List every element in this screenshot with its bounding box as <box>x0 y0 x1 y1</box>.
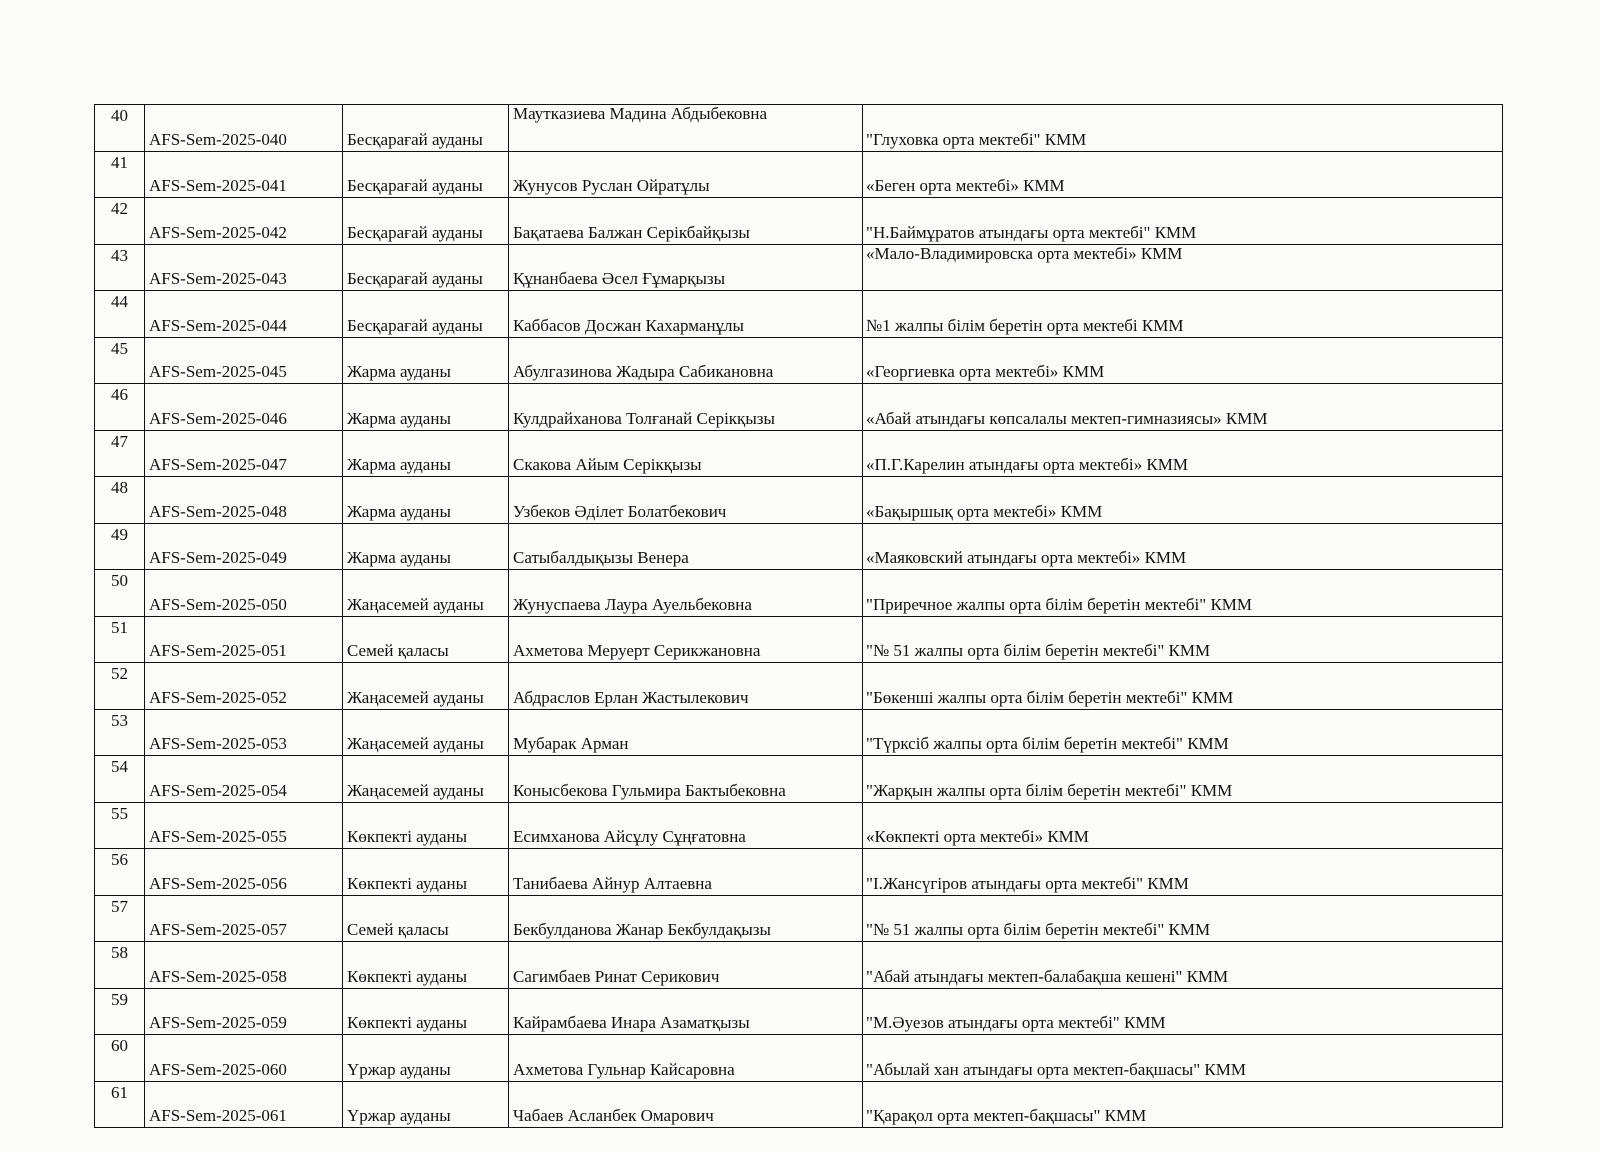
table-row <box>95 802 1503 849</box>
row-district: Семей қаласы <box>343 616 509 663</box>
row-name: Есимханова Айсұлу Сұңғатовна <box>509 802 863 849</box>
participants-table-body <box>95 105 1503 1128</box>
row-name: Ахметова Гульнар Кайсаровна <box>509 1035 863 1082</box>
row-name: Сатыбалдықызы Венера <box>509 523 863 570</box>
table-row <box>95 988 1503 1035</box>
table-row <box>95 709 1503 756</box>
row-name: Жунуспаева Лаура Ауельбековна <box>509 570 863 617</box>
row-code: AFS-Sem-2025-061 <box>145 1081 343 1128</box>
row-number: 53 <box>95 709 145 756</box>
row-code: AFS-Sem-2025-044 <box>145 291 343 338</box>
row-name: Абдраслов Ерлан Жастылекович <box>509 663 863 710</box>
row-organization: "Қарақол орта мектеп-бақшасы" КММ <box>863 1081 1503 1128</box>
row-number: 46 <box>95 384 145 431</box>
table-row <box>95 384 1503 431</box>
row-district: Үржар ауданы <box>343 1035 509 1082</box>
row-district: Көкпекті ауданы <box>343 849 509 896</box>
row-name: Жунусов Руслан Ойратұлы <box>509 151 863 198</box>
row-name: Мауткaзиева Мадина Абдыбековна <box>509 105 863 152</box>
row-organization: «Маяковский атындағы орта мектебі» КММ <box>863 523 1503 570</box>
table-row <box>95 1081 1503 1128</box>
row-district: Үржар ауданы <box>343 1081 509 1128</box>
table-row <box>95 570 1503 617</box>
row-organization: "Н.Баймұратов атындағы орта мектебі" КММ <box>863 198 1503 245</box>
row-district: Жарма ауданы <box>343 477 509 524</box>
row-district: Бесқарағай ауданы <box>343 198 509 245</box>
row-code: AFS-Sem-2025-059 <box>145 988 343 1035</box>
table-row <box>95 198 1503 245</box>
row-name: Конысбекова Гульмира Бактыбековна <box>509 756 863 803</box>
table-row <box>95 663 1503 710</box>
row-district: Жаңасемей ауданы <box>343 709 509 756</box>
row-district: Жарма ауданы <box>343 384 509 431</box>
row-organization: «Көкпекті орта мектебі» КММ <box>863 802 1503 849</box>
row-organization: "№ 51 жалпы орта білім беретін мектебі" КММ <box>863 616 1503 663</box>
table-row <box>95 337 1503 384</box>
row-organization: «П.Г.Карелин атындағы орта мектебі» КММ <box>863 430 1503 477</box>
row-name: Танибаева Айнур Алтаевна <box>509 849 863 896</box>
row-district: Жарма ауданы <box>343 523 509 570</box>
row-number: 40 <box>95 105 145 152</box>
row-code: AFS-Sem-2025-052 <box>145 663 343 710</box>
table-row <box>95 430 1503 477</box>
row-district: Көкпекті ауданы <box>343 802 509 849</box>
row-code: AFS-Sem-2025-049 <box>145 523 343 570</box>
row-name: Каббасов Досжан Кахарманұлы <box>509 291 863 338</box>
row-name: Чабаев Асланбек Омарович <box>509 1081 863 1128</box>
row-district: Семей қаласы <box>343 895 509 942</box>
row-number: 41 <box>95 151 145 198</box>
row-code: AFS-Sem-2025-058 <box>145 942 343 989</box>
row-code: AFS-Sem-2025-046 <box>145 384 343 431</box>
row-district: Көкпекті ауданы <box>343 942 509 989</box>
row-number: 58 <box>95 942 145 989</box>
row-number: 54 <box>95 756 145 803</box>
row-name: Бақатаева Балжан Серікбайқызы <box>509 198 863 245</box>
row-name: Кайрамбаева Инара Азаматқызы <box>509 988 863 1035</box>
row-district: Жаңасемей ауданы <box>343 570 509 617</box>
row-organization: "М.Әуезов атындағы орта мектебі" КММ <box>863 988 1503 1035</box>
row-name: Ахметова Меруерт Серикжановна <box>509 616 863 663</box>
row-number: 50 <box>95 570 145 617</box>
row-organization: "Глуховка орта мектебі" КММ <box>863 105 1503 152</box>
row-district: Көкпекті ауданы <box>343 988 509 1035</box>
table-row <box>95 477 1503 524</box>
row-name: Скакова Айым Серікқызы <box>509 430 863 477</box>
row-district: Жарма ауданы <box>343 430 509 477</box>
row-code: AFS-Sem-2025-043 <box>145 244 343 291</box>
table-row <box>95 616 1503 663</box>
row-organization: «Беген орта мектебі» КММ <box>863 151 1503 198</box>
row-code: AFS-Sem-2025-054 <box>145 756 343 803</box>
row-organization: "Түрксіб жалпы орта білім беретін мектебі" КММ <box>863 709 1503 756</box>
row-number: 61 <box>95 1081 145 1128</box>
row-code: AFS-Sem-2025-047 <box>145 430 343 477</box>
row-number: 57 <box>95 895 145 942</box>
row-code: AFS-Sem-2025-045 <box>145 337 343 384</box>
row-organization: "№ 51 жалпы орта білім беретін мектебі" КММ <box>863 895 1503 942</box>
row-district: Жаңасемей ауданы <box>343 663 509 710</box>
row-code: AFS-Sem-2025-051 <box>145 616 343 663</box>
row-number: 60 <box>95 1035 145 1082</box>
table-row <box>95 1035 1503 1082</box>
row-code: AFS-Sem-2025-053 <box>145 709 343 756</box>
table-row <box>95 244 1503 291</box>
row-name: Бекбулданова Жанар Бекбулдақызы <box>509 895 863 942</box>
row-organization: «Георгиевка орта мектебі» КММ <box>863 337 1503 384</box>
row-number: 48 <box>95 477 145 524</box>
row-organization: «Бақыршық орта мектебі» КММ <box>863 477 1503 524</box>
row-code: AFS-Sem-2025-060 <box>145 1035 343 1082</box>
table-row <box>95 895 1503 942</box>
row-organization: №1 жалпы білім беретін орта мектебі КММ <box>863 291 1503 338</box>
row-organization: "Приречное жалпы орта білім беретін мектебі" КММ <box>863 570 1503 617</box>
row-name: Абулгазинова Жадыра Сабикановна <box>509 337 863 384</box>
table-row <box>95 849 1503 896</box>
row-district: Жарма ауданы <box>343 337 509 384</box>
row-organization: "Абай атындағы мектеп-балабақша кешені" КММ <box>863 942 1503 989</box>
row-code: AFS-Sem-2025-040 <box>145 105 343 152</box>
row-code: AFS-Sem-2025-041 <box>145 151 343 198</box>
row-code: AFS-Sem-2025-042 <box>145 198 343 245</box>
row-code: AFS-Sem-2025-048 <box>145 477 343 524</box>
row-name: Кулдрайханова Толғанай Серікқызы <box>509 384 863 431</box>
row-number: 51 <box>95 616 145 663</box>
row-district: Бесқарағай ауданы <box>343 151 509 198</box>
row-district: Жаңасемей ауданы <box>343 756 509 803</box>
row-name: Узбеков Әділет Болатбекович <box>509 477 863 524</box>
row-number: 55 <box>95 802 145 849</box>
row-number: 56 <box>95 849 145 896</box>
row-district: Бесқарағай ауданы <box>343 105 509 152</box>
table-row <box>95 151 1503 198</box>
table-row <box>95 756 1503 803</box>
row-number: 49 <box>95 523 145 570</box>
row-number: 44 <box>95 291 145 338</box>
row-number: 42 <box>95 198 145 245</box>
table-row <box>95 523 1503 570</box>
row-name: Құнанбаева Әсел Ғұмарқызы <box>509 244 863 291</box>
row-code: AFS-Sem-2025-050 <box>145 570 343 617</box>
row-number: 45 <box>95 337 145 384</box>
table-row <box>95 942 1503 989</box>
row-organization: «Мало-Владимировска орта мектебі» КММ <box>863 244 1503 291</box>
table-row <box>95 291 1503 338</box>
row-number: 52 <box>95 663 145 710</box>
row-number: 43 <box>95 244 145 291</box>
row-district: Бесқарағай ауданы <box>343 291 509 338</box>
row-district: Бесқарағай ауданы <box>343 244 509 291</box>
row-organization: "Жарқын жалпы орта білім беретін мектебі" КММ <box>863 756 1503 803</box>
participants-table-wrap <box>94 104 1502 1128</box>
row-code: AFS-Sem-2025-057 <box>145 895 343 942</box>
row-organization: «Абай атындағы көпсалалы мектеп-гимназиясы» КММ <box>863 384 1503 431</box>
row-code: AFS-Sem-2025-056 <box>145 849 343 896</box>
row-name: Мубарак Арман <box>509 709 863 756</box>
row-number: 59 <box>95 988 145 1035</box>
row-number: 47 <box>95 430 145 477</box>
row-organization: "Абылай хан атындағы орта мектеп-бақшасы" КММ <box>863 1035 1503 1082</box>
row-organization: "Бөкенші жалпы орта білім беретін мектебі" КММ <box>863 663 1503 710</box>
table-row <box>95 105 1503 152</box>
row-organization: "І.Жансүгіров атындағы орта мектебі" КММ <box>863 849 1503 896</box>
row-code: AFS-Sem-2025-055 <box>145 802 343 849</box>
row-name: Сагимбаев Ринат Серикович <box>509 942 863 989</box>
participants-table <box>94 104 1503 1128</box>
